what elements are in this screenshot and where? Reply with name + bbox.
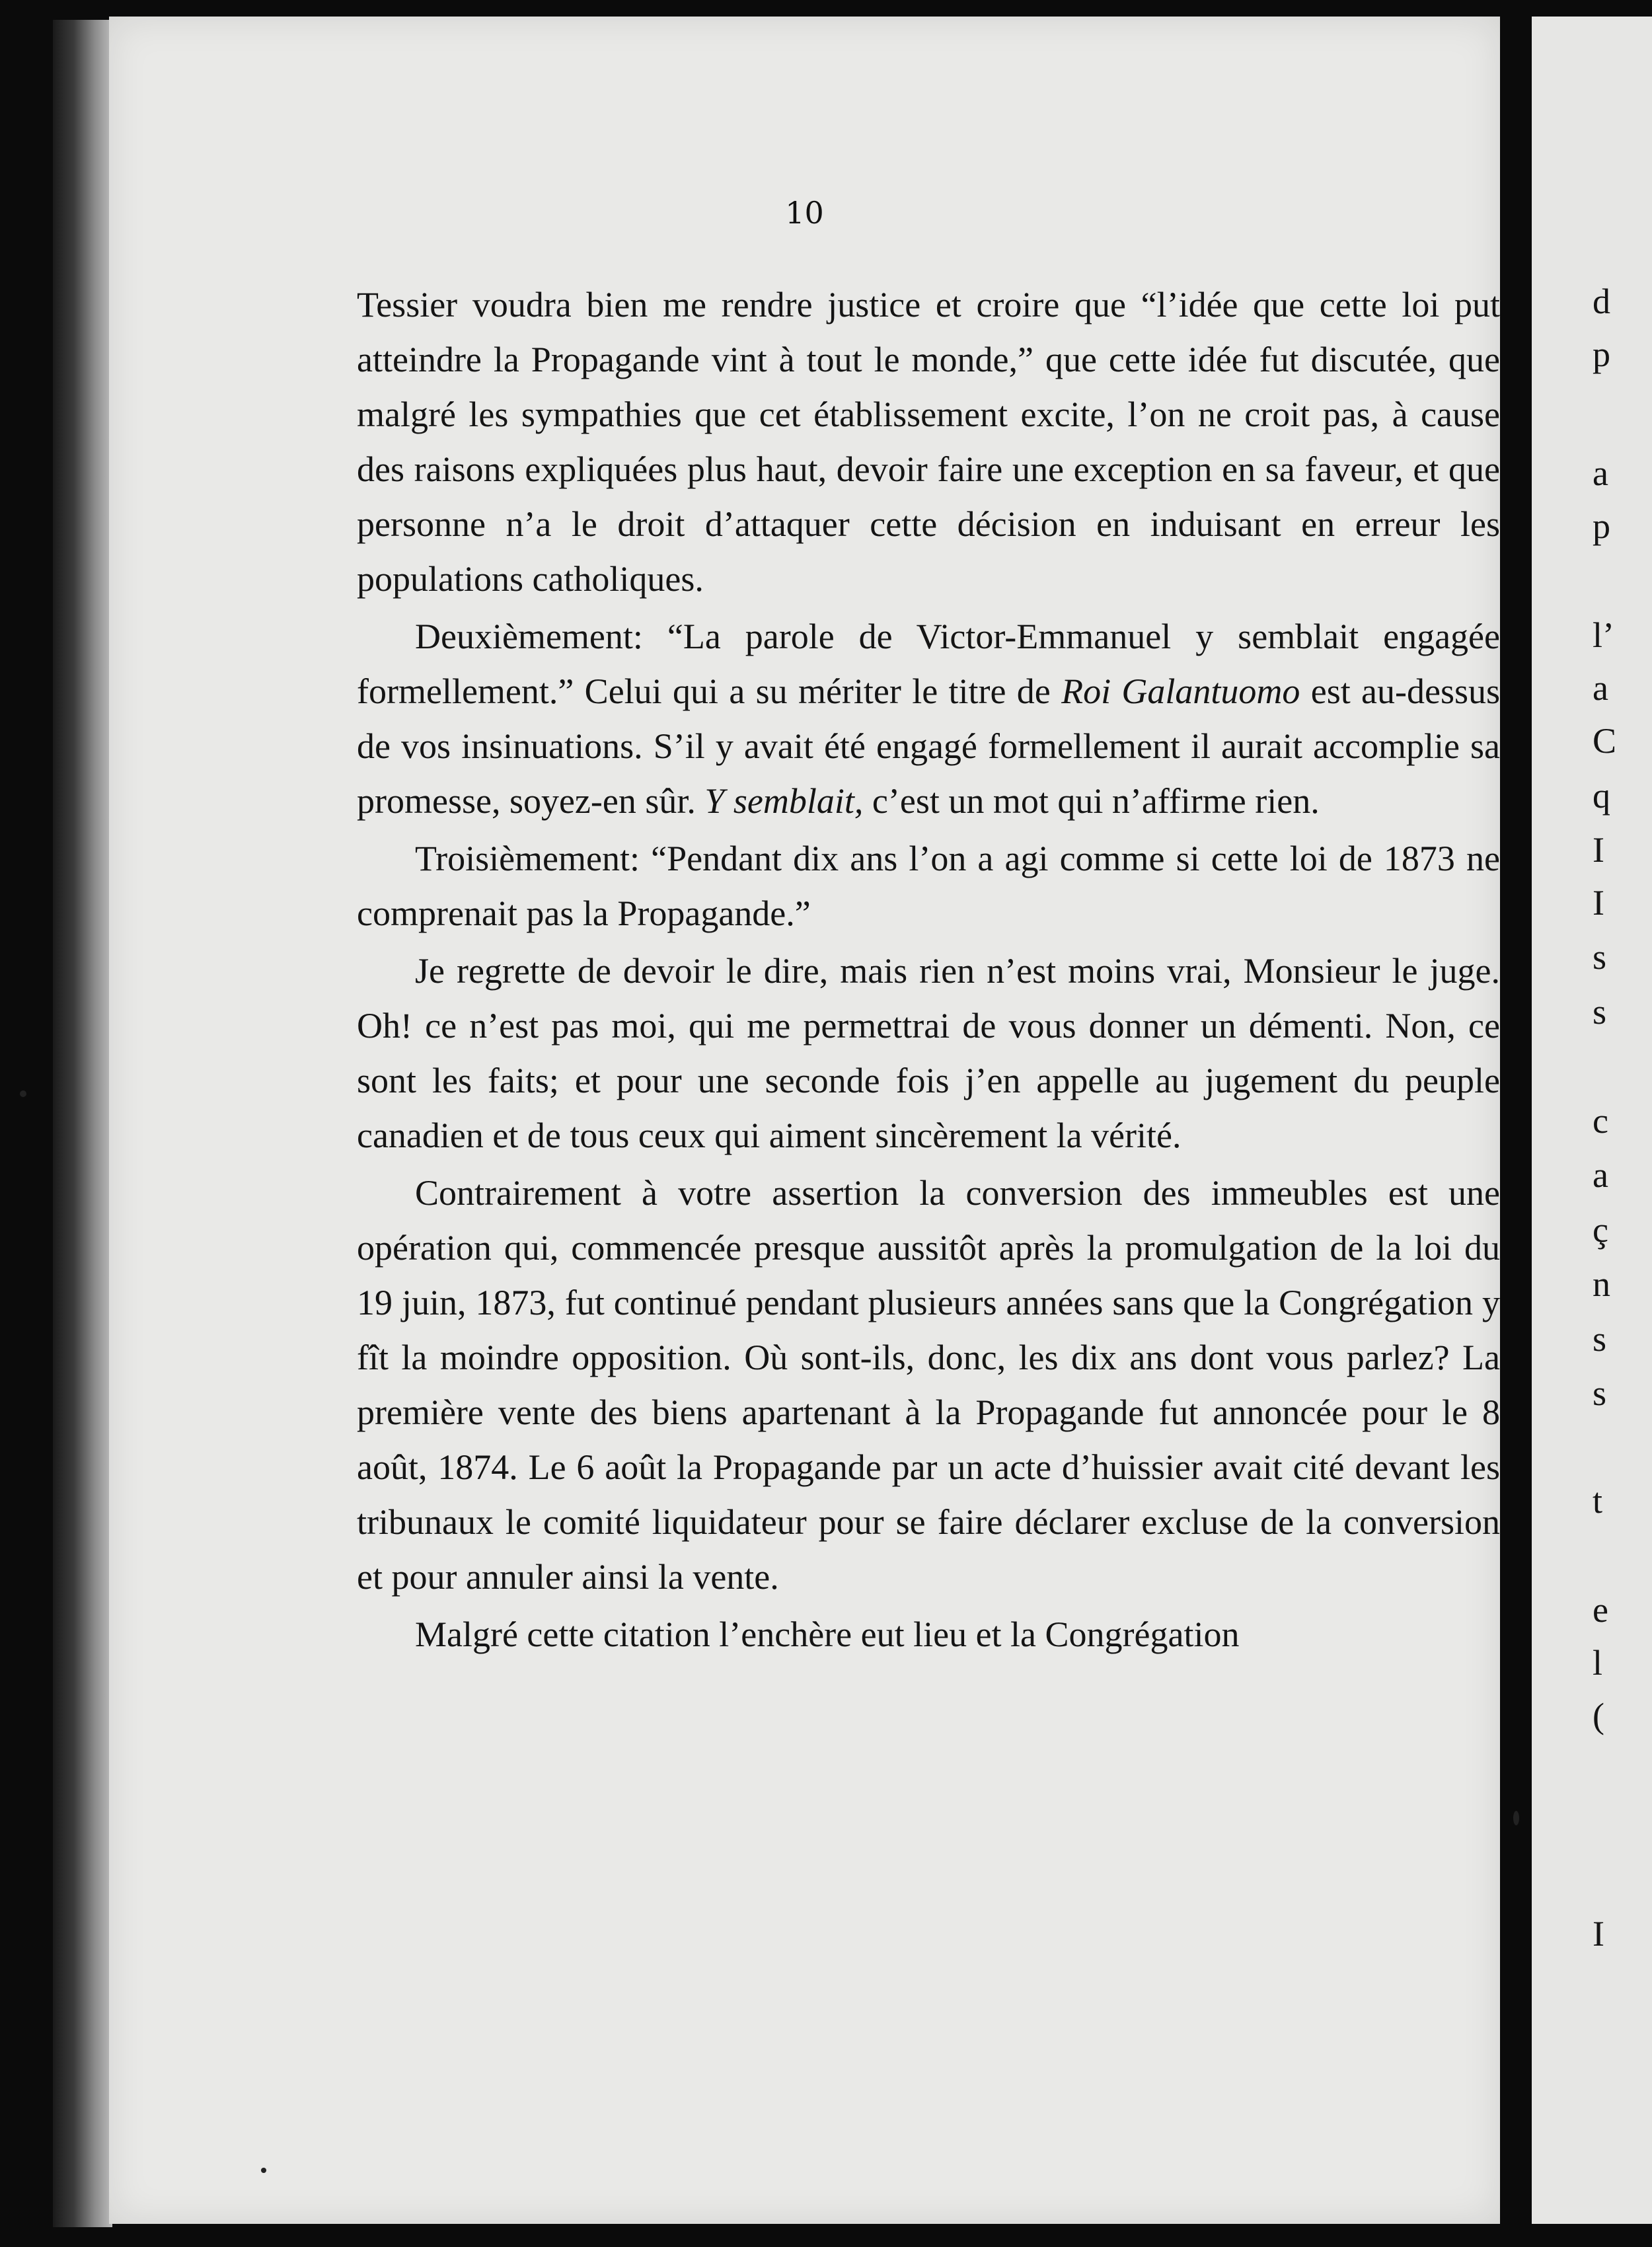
adjacent-page-letter: q [1593, 776, 1610, 816]
adjacent-page-letter: d [1593, 282, 1610, 321]
adjacent-page-letter: s [1593, 992, 1607, 1032]
adjacent-page-letter: ç [1593, 1210, 1608, 1250]
adjacent-page-letter: t [1593, 1481, 1603, 1521]
adjacent-page-letter: s [1593, 937, 1607, 977]
paragraph-2-part-3: c’est un mot qui n’affirme rien. [863, 781, 1320, 821]
scan-speck [1513, 1811, 1519, 1825]
adjacent-page-letter: c [1593, 1101, 1608, 1141]
adjacent-page-letter: ( [1593, 1696, 1604, 1735]
paragraph-2-part-2: est au-dessus de vos insinuations. S’il y avait été engagé formellement il aurait accomplie sa promesse, soyez-en sûr. [357, 671, 1501, 821]
paragraph-1: Tessier voudra bien me rendre justice et croire que “l’idée que cette loi put atteindre la Propagande vint à tout le monde,” que cette idée fut discutée, que malgré les sympathies que cet établissement excite, l’on ne croit pas, à cause des raisons expliquées plus haut, devoir faire une exception en sa faveur, et que personne n’a le droit d’attaquer cette décision en induisant en erreur les populations catholiques. [357, 285, 1500, 599]
adjacent-page-letter: e [1593, 1590, 1608, 1630]
page-body-text [357, 278, 1500, 1662]
scan-speck [261, 2168, 266, 2173]
adjacent-page-letter: n [1593, 1264, 1610, 1304]
adjacent-page-edge [1532, 17, 1652, 2224]
paragraph-2-italic-title: Roi Galantuomo [1061, 671, 1300, 711]
book-page [109, 17, 1500, 2224]
adjacent-page-letter: I [1593, 883, 1604, 923]
adjacent-page-letter: l’ [1593, 615, 1614, 655]
paragraph-3: Troisièmement: “Pendant dix ans l’on a agi comme si cette loi de 1873 ne comprenait pas la Propagande.” [357, 839, 1500, 933]
paragraph-2 [357, 609, 1500, 829]
adjacent-page-letter: s [1593, 1319, 1607, 1359]
adjacent-page-letter: l [1593, 1643, 1603, 1683]
adjacent-page-letter: C [1593, 721, 1617, 761]
paragraph-5: Contrairement à votre assertion la conversion des immeubles est une opération qui, commencée presque aussitôt après la promulgation de la loi du 19 juin, 1873, fut continué pendant plusieurs années sans que la Congrégation y fît la moindre opposition. Où sont-ils, donc, les dix ans dont vous parlez? La première vente des biens apartenant à la Propagande fut annoncée pour le 8 août, 1874. Le 6 août la Propagande par un acte d’huissier avait cité devant les tribunaux le comité liquidateur pour se faire déclarer excluse de la conversion et pour annuler ainsi la vente. [357, 1173, 1500, 1597]
adjacent-page-letter: p [1593, 334, 1610, 374]
paragraph-6: Malgré cette citation l’enchère eut lieu et la Congrégation [415, 1615, 1240, 1654]
adjacent-page-letter: p [1593, 506, 1610, 546]
adjacent-page-letter: I [1593, 1914, 1604, 1954]
adjacent-page-letter: a [1593, 668, 1608, 708]
paragraph-2-italic-phrase: Y semblait, [704, 781, 864, 821]
adjacent-page-letter: I [1593, 830, 1604, 870]
adjacent-page-letter: a [1593, 1155, 1608, 1195]
adjacent-page-letter: s [1593, 1373, 1607, 1413]
binding-edge [53, 20, 112, 2227]
adjacent-page-letters [1532, 17, 1652, 2224]
scan-speck [20, 1090, 26, 1097]
paragraph-2-part-1: Deuxièmement: “La parole de Victor-Emmanuel y semblait engagée formellement.” Celui qui a su mériter le titre de [357, 617, 1500, 711]
adjacent-page-letter: a [1593, 453, 1608, 493]
page-number: 10 [785, 195, 824, 231]
paragraph-4: Je regrette de devoir le dire, mais rien n’est moins vrai, Monsieur le juge. Oh! ce n’est pas moi, qui me permettrai de vous donner un démenti. Non, ce sont les faits; et pour une seconde fois j’en appelle au jugement du peuple canadien et de tous ceux qui aiment sincèrement la vérité. [357, 951, 1500, 1155]
